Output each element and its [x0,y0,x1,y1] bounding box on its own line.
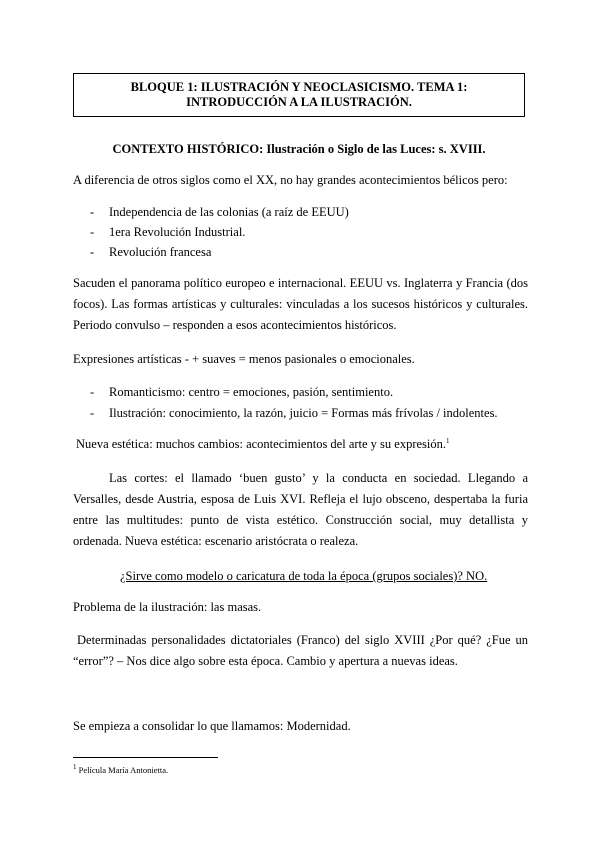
paragraph-personalidades: Determinadas personalidades dictatoriales (Franco) del siglo XVIII ¿Por qué? ¿Fue un “error”? – Nos dice algo sobre esta época. Cambio y apertura a nuevas ideas. [73,633,528,668]
list-item-text: Ilustración: conocimiento, la razón, juicio = Formas más frívolas / indolentes. [109,406,498,420]
list-item-text: 1era Revolución Industrial. [109,225,246,239]
question-line [120,566,540,587]
paragraph-expresiones: Expresiones artísticas - + suaves = menos pasionales o emocionales. [73,352,415,366]
footnote-separator [73,757,218,758]
list-item: - Revolución francesa [90,245,212,259]
footnote-reference[interactable]: 1 [446,436,450,445]
intro-paragraph: A diferencia de otros siglos como el XX, no hay grandes acontecimientos bélicos pero: [73,173,508,187]
footnote-text: Película María Antonietta. [78,765,169,775]
list-item: - Romanticismo: centro = emociones, pasión, sentimiento. [90,385,394,399]
section-heading: CONTEXTO HISTÓRICO: Ilustración o Siglo de las Luces: s. XVIII. [112,142,486,156]
paragraph-nueva-estetica [76,434,531,455]
paragraph-problema: Problema de la ilustración: las masas. [73,600,262,614]
list-item-text: Independencia de las colonias (a raíz de EEUU) [109,205,349,219]
nueva-estetica-text: Nueva estética: muchos cambios: acontecimientos del arte y su expresión. [76,437,447,451]
paragraph-context: Sacuden el panorama político europeo e internacional. EEUU vs. Inglaterra y Francia (dos focos). Las formas artísticas y culturales: vinculadas a los sucesos históricos y culturales. Periodo convulso – responden a esos acontecimientos históricos. [73,276,528,332]
list-item-text: Romanticismo: centro = emociones, pasión, sentimiento. [109,385,394,399]
paragraph-modernidad: Se empieza a consolidar lo que llamamos: Modernidad. [73,719,351,733]
list-item: - Independencia de las colonias (a raíz de EEUU) [90,205,349,219]
footnote [73,765,168,775]
footnote-number: 1 [73,763,77,772]
list-item-text: Revolución francesa [109,245,212,259]
document-title: BLOQUE 1: ILUSTRACIÓN Y NEOCLASICISMO. TEMA 1: INTRODUCCIÓN A LA ILUSTRACIÓN. [73,73,525,117]
list-item: - Ilustración: conocimiento, la razón, juicio = Formas más frívolas / indolentes. [90,406,498,420]
list-item: - 1era Revolución Industrial. [90,225,246,239]
question-text: ¿Sirve como modelo o caricatura de toda la época (grupos sociales)? NO. [120,569,488,583]
paragraph-cortes: Las cortes: el llamado ‘buen gusto’ y la conducta en sociedad. Llegando a Versalles, desde Austria, esposa de Luis XVI. Refleja el lujo obsceno, despertaba la furia entre las multitudes: punto de vista estético. Construcción social, muy detallista y ordenada. Nueva estética: escenario aristócrata o realeza. [73,471,528,548]
